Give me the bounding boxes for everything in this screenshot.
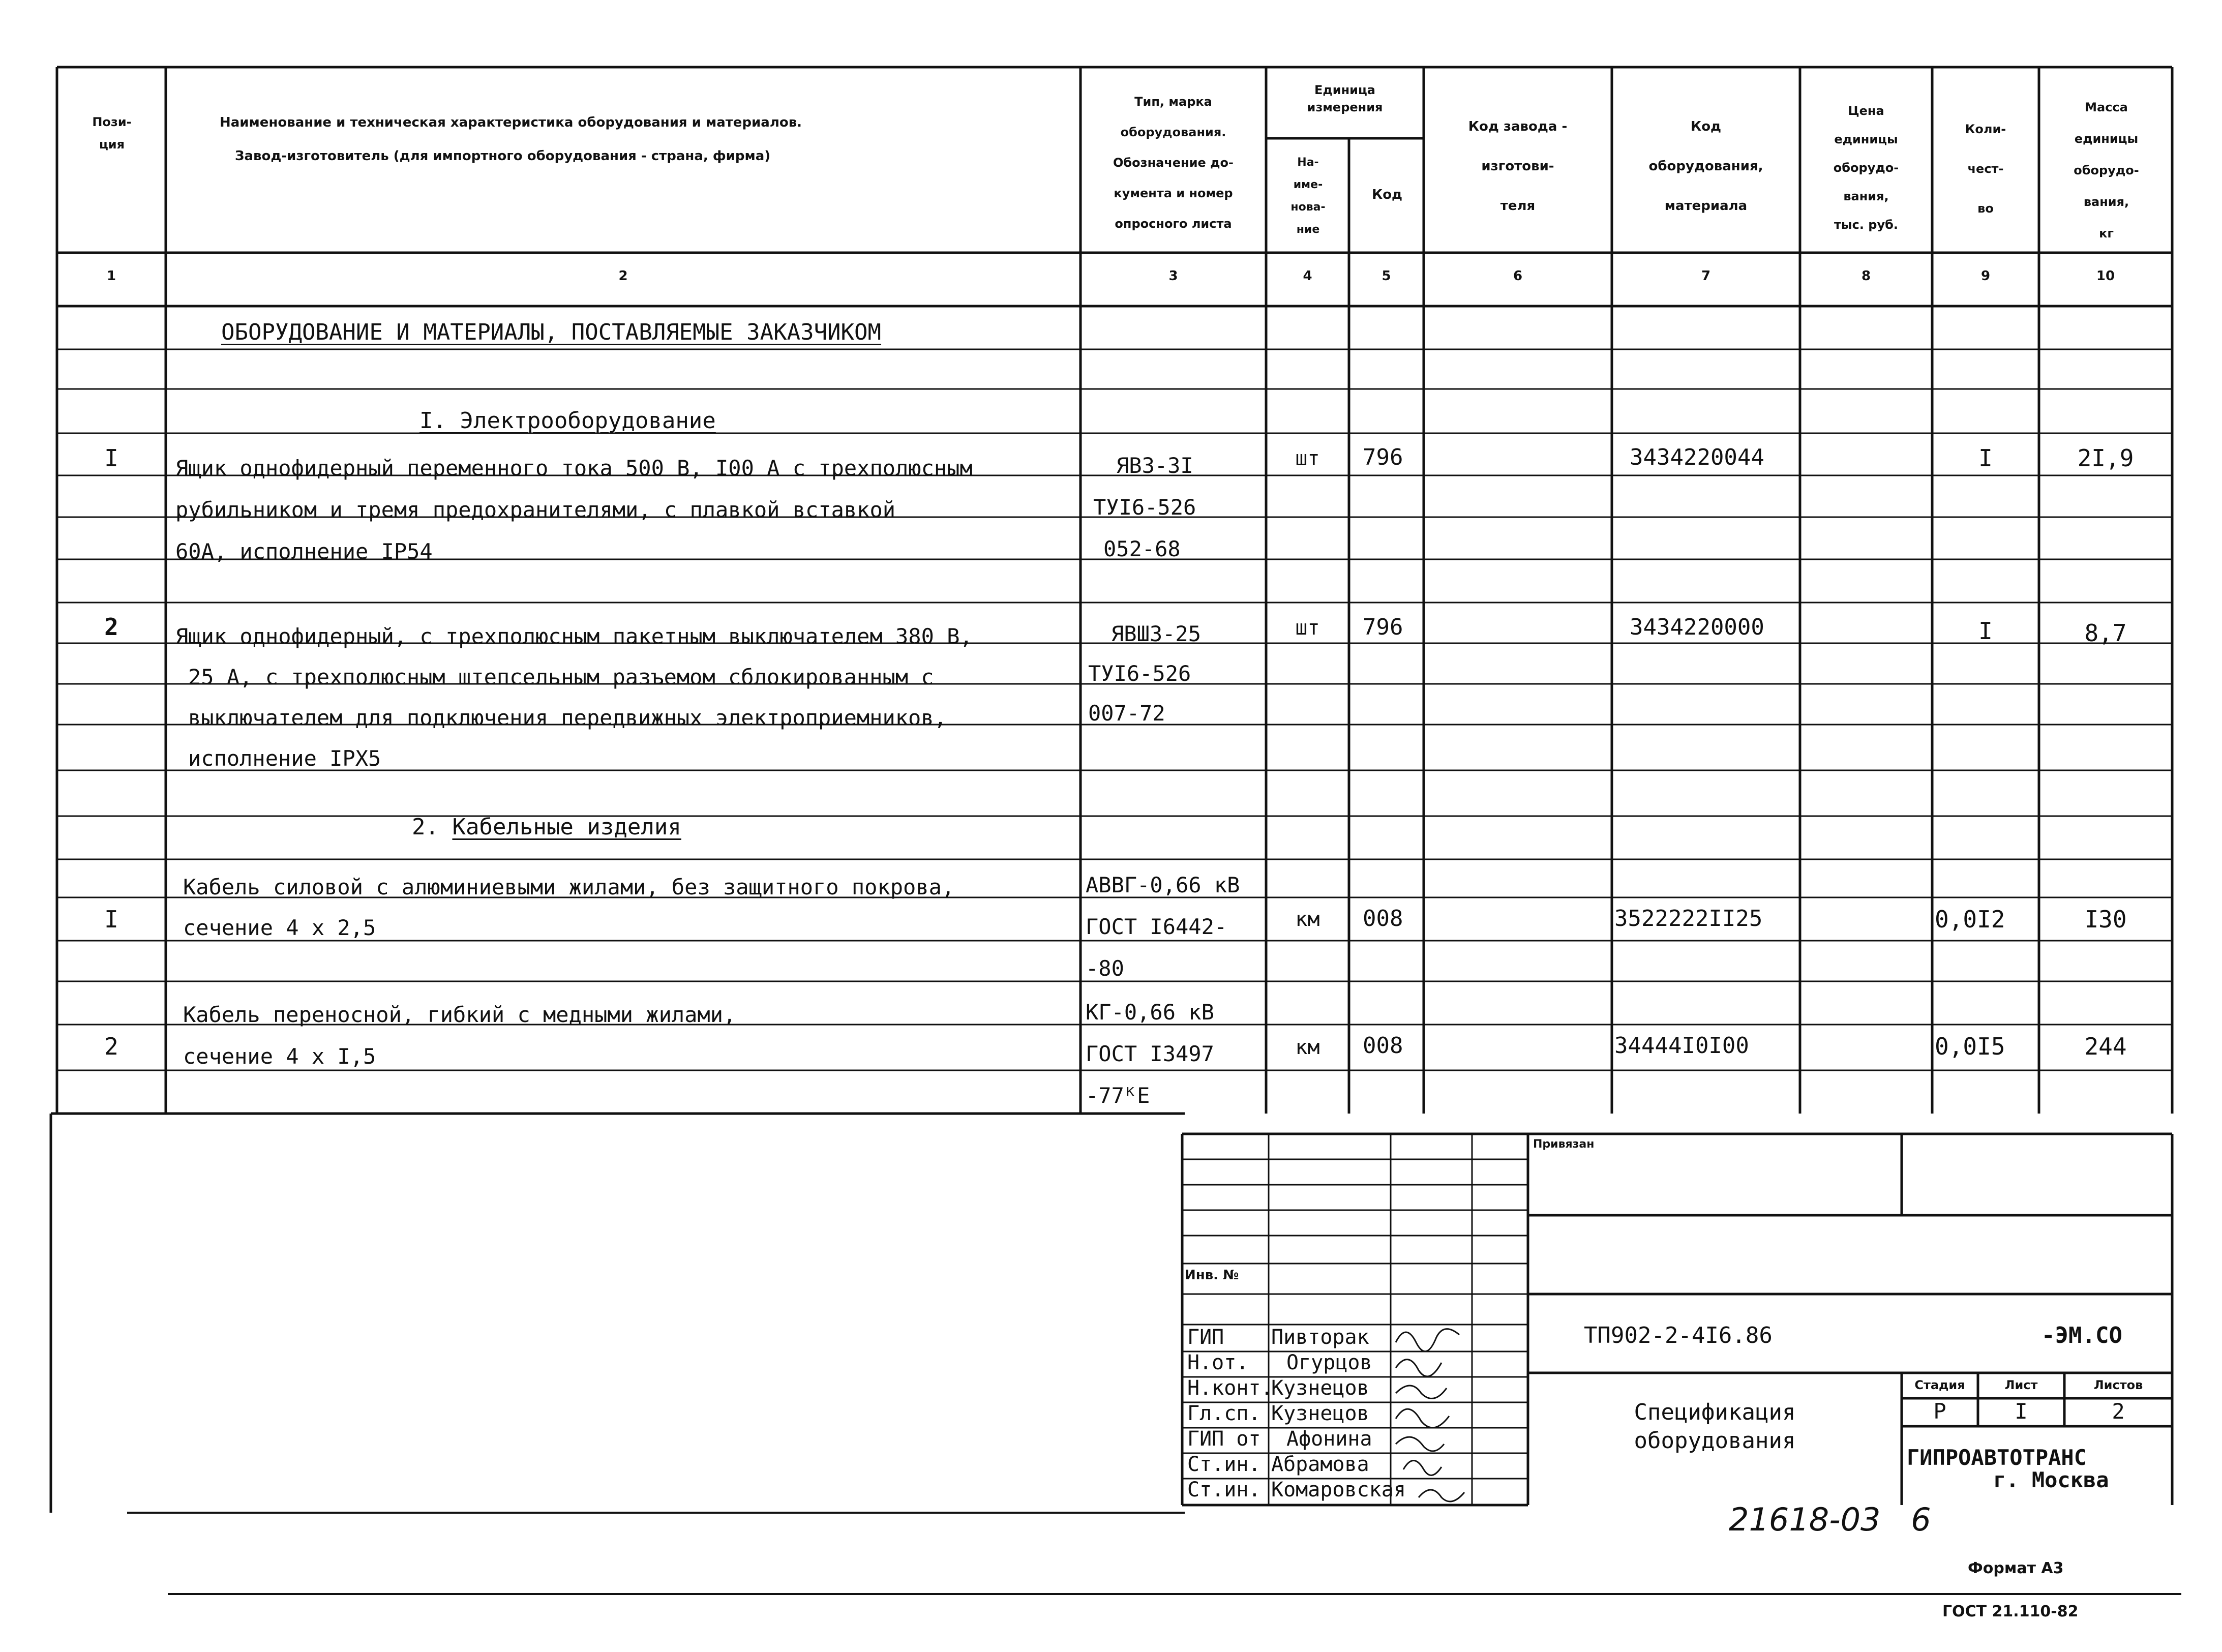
item3-code: 008: [1363, 906, 1403, 932]
item2-unit: шт: [1295, 616, 1320, 640]
colnum-3: 3: [1168, 268, 1178, 284]
document-title: Спецификация оборудования: [1634, 1399, 1796, 1454]
item2-code: 796: [1363, 614, 1403, 640]
colnum-8: 8: [1861, 268, 1871, 284]
colnum-9: 9: [1980, 268, 1991, 284]
organization: ГИПРОАВТОТРАНС г. Москва: [1907, 1445, 2109, 1492]
header-col9: Коли- чест- во: [1965, 122, 2006, 216]
item1-description: Ящик однофидерный переменного тока 500 В, I00 А с трехполюсным рубильником и тремя предохранителями, с плавкой вставкой 60А, исполнение IP54: [175, 456, 973, 564]
archive-number: 21618-03 6: [1729, 1501, 1931, 1538]
item3-mass: I30: [2084, 906, 2127, 933]
item1-code: 796: [1363, 444, 1403, 470]
stamp-names: Пивторак Огурцов Кузнецов Кузнецов Афонина Абрамова Комаровская: [1271, 1326, 1406, 1501]
sheets-value: 2: [2112, 1399, 2125, 1424]
stamp-roles: ГИП Н.от. Н.конт. Гл.сп. ГИП от Ст.ин. Ст.ин.: [1187, 1326, 1273, 1501]
header-col1: Пози- ция: [92, 115, 132, 152]
colnum-4: 4: [1303, 268, 1312, 284]
item3-type: АВВГ-0,66 кВ ГОСТ I6442- -80: [1086, 873, 1240, 981]
item3-quantity: 0,0I2: [1935, 906, 2005, 933]
gost-label: ГОСТ 21.110-82: [1942, 1603, 2079, 1620]
item4-material-code: 34444I0I00: [1614, 1033, 1749, 1059]
header-col6: Код завода - изготови- теля: [1468, 119, 1568, 214]
format-label: Формат А3: [1968, 1559, 2064, 1577]
item4-quantity: 0,0I5: [1935, 1033, 2005, 1060]
document-suffix: -ЭМ.СО: [2041, 1323, 2122, 1348]
item4-code: 008: [1363, 1033, 1403, 1059]
item4-mass: 244: [2084, 1033, 2127, 1060]
item3-unit: км: [1295, 908, 1320, 931]
item2-type: ЯВШ3-25 ТУI6-526 007-72: [1088, 621, 1202, 726]
stamp-attached-label: Привязан: [1533, 1138, 1595, 1151]
stage-header: Стадия: [1914, 1378, 1965, 1392]
document-code: ТП902-2-4I6.86: [1584, 1323, 1773, 1348]
colnum-1: 1: [106, 268, 116, 284]
colnum-2: 2: [618, 268, 628, 284]
item1-quantity: I: [1978, 444, 1993, 472]
colnum-7: 7: [1701, 268, 1711, 284]
header-col3: Тип, марка оборудования. Обозначение до- кумента и номер опросного листа: [1113, 95, 1234, 231]
item1-material-code: 3434220044: [1630, 444, 1764, 470]
header-col8: Цена единицы оборудо- вания, тыс. руб.: [1833, 104, 1899, 232]
header-col7: Код оборудования, материала: [1648, 119, 1763, 214]
header-col4: На- име- нова- ние: [1290, 156, 1326, 236]
item3-position: I: [104, 906, 118, 933]
item3-material-code: 3522222II25: [1614, 906, 1763, 932]
sheet-header: Лист: [2004, 1378, 2038, 1392]
item2-quantity: I: [1978, 617, 1993, 645]
colnum-5: 5: [1382, 268, 1391, 284]
item1-mass: 2I,9: [2077, 444, 2134, 472]
header-col5: Код: [1371, 187, 1403, 202]
item4-unit: км: [1295, 1036, 1320, 1059]
section-2-title: 2. Кабельные изделия: [412, 814, 681, 840]
section-1-title: I. Электрооборудование: [419, 408, 716, 434]
item1-type: ЯВЗ-3I ТУI6-526 052-68: [1093, 453, 1196, 561]
item2-position: 2: [104, 613, 118, 641]
item2-mass: 8,7: [2084, 619, 2127, 647]
item1-position: I: [104, 444, 118, 472]
stamp-inventory-label: Инв. №: [1185, 1268, 1239, 1283]
sheets-header: Листов: [2093, 1378, 2143, 1392]
item1-unit: шт: [1295, 447, 1320, 470]
item4-description: Кабель переносной, гибкий с медными жилами, сечение 4 х I,5: [183, 1002, 736, 1069]
item4-type: КГ-0,66 кВ ГОСТ I3497 -77ᴷE: [1086, 1000, 1214, 1108]
item3-description: Кабель силовой с алюминиевыми жилами, без защитного покрова, сечение 4 х 2,5: [183, 875, 955, 940]
spec-title: ОБОРУДОВАНИЕ И МАТЕРИАЛЫ, ПОСТАВЛЯЕМЫЕ ЗАКАЗЧИКОМ: [221, 319, 882, 345]
item2-material-code: 3434220000: [1630, 614, 1764, 640]
item4-position: 2: [104, 1033, 118, 1060]
item2-description: Ящик однофидерный, с трехполюсным пакетным выключателем 380 В, 25 А, с трехполюсным штепсельным разъемом сблокированным с выключателем для подключения передвижных электроприемников, исполнение IPX5: [175, 624, 973, 771]
header-col2: Наименование и техническая характеристика оборудования и материалов. Завод-изготовитель (для импортного оборудования - страна, фирма): [220, 115, 802, 164]
colnum-6: 6: [1513, 268, 1523, 284]
header-col10: Масса единицы оборудо- вания, кг: [2074, 100, 2139, 241]
header-unit-group: Единица измерения: [1307, 83, 1383, 114]
stage-value: Р: [1933, 1399, 1946, 1424]
sheet-value: I: [2015, 1399, 2028, 1424]
colnum-10: 10: [2096, 268, 2115, 284]
